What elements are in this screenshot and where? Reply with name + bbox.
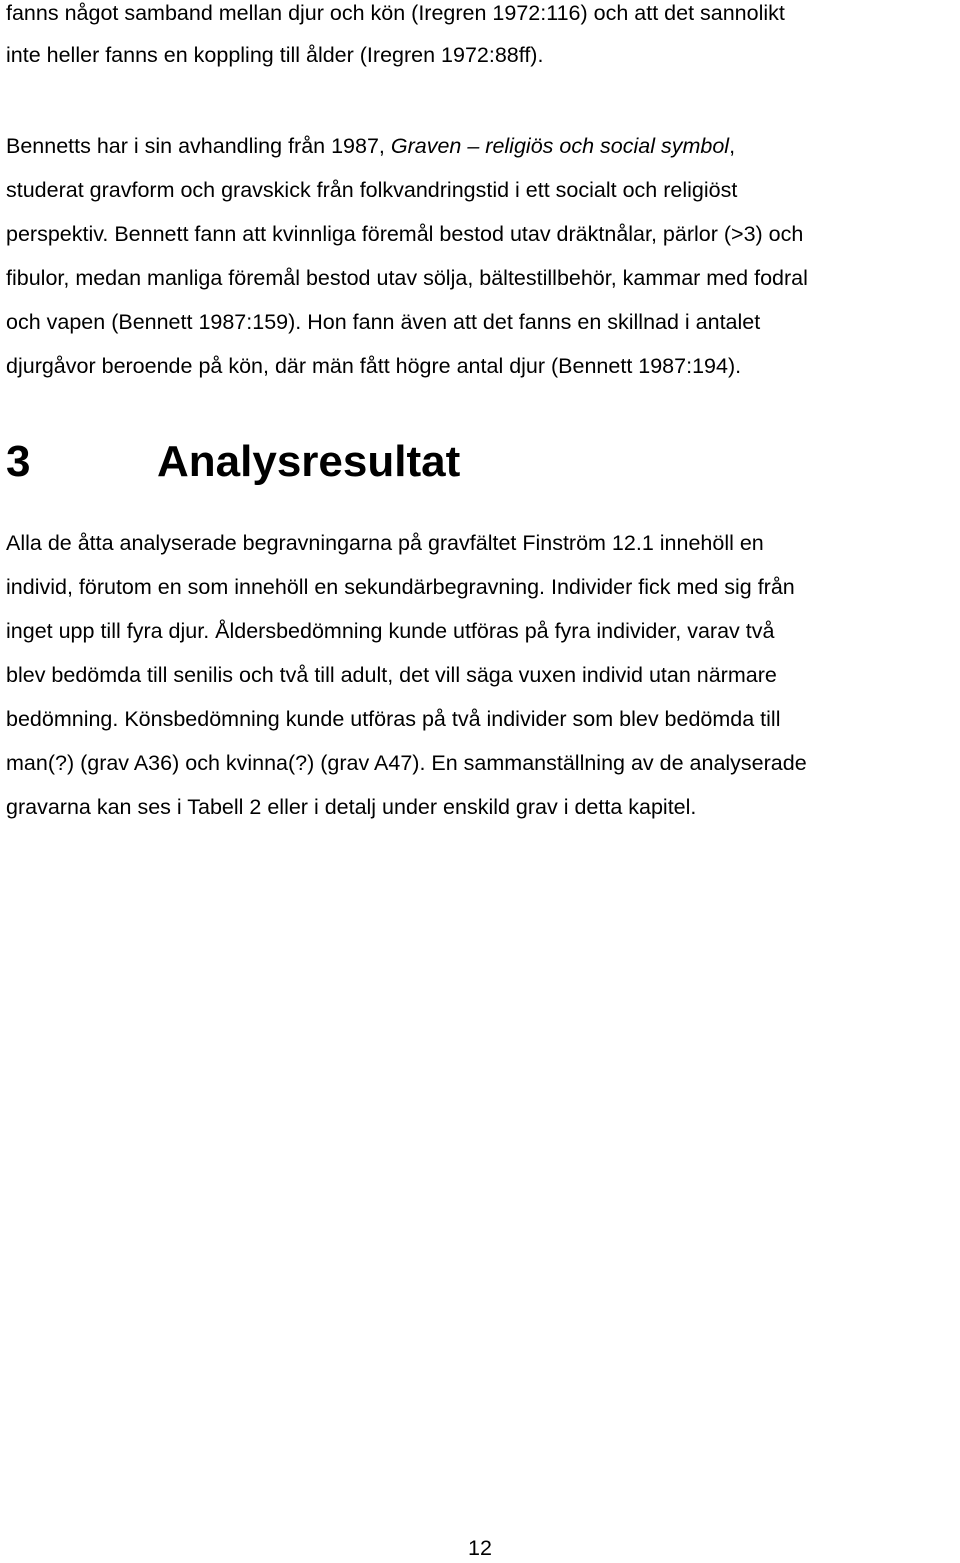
text-segment: Bennetts har i sin avhandling från 1987, bbox=[6, 134, 391, 158]
paragraph-iregren bbox=[6, 0, 958, 76]
book-title: Graven – religiös och social symbol bbox=[390, 134, 730, 158]
text-line: individ, förutom en som innehöll en sekundärbegravning. Individer fick med sig från bbox=[6, 575, 795, 599]
text-line: fibulor, medan manliga föremål bestod utav sölja, bältestillbehör, kammar med fodral bbox=[6, 266, 808, 290]
section-heading bbox=[6, 432, 460, 492]
text-line: inte heller fanns en koppling till ålder (Iregren 1972:88ff). bbox=[6, 43, 544, 67]
text-line: perspektiv. Bennett fann att kvinnliga föremål bestod utav dräktnålar, pärlor (>3) och bbox=[6, 222, 804, 246]
text-line: blev bedömda till senilis och två till adult, det vill säga vuxen individ utan närmare bbox=[6, 663, 777, 687]
text-line: studerat gravform och gravskick från folkvandringstid i ett socialt och religiöst bbox=[6, 178, 738, 202]
text-segment: , bbox=[729, 134, 736, 158]
text-line: gravarna kan ses i Tabell 2 eller i detalj under enskild grav i detta kapitel. bbox=[6, 795, 697, 819]
text-line: Alla de åtta analyserade begravningarna på gravfältet Finström 12.1 innehöll en bbox=[6, 531, 764, 555]
text-line: fanns något samband mellan djur och kön (Iregren 1972:116) och att det sannolikt bbox=[6, 1, 785, 25]
text-line bbox=[6, 124, 958, 168]
text-line: djurgåvor beroende på kön, där män fått högre antal djur (Bennett 1987:194). bbox=[6, 354, 742, 378]
text-line: bedömning. Könsbedömning kunde utföras på två individer som blev bedömda till bbox=[6, 707, 781, 731]
text-line: och vapen (Bennett 1987:159). Hon fann även att det fanns en skillnad i antalet bbox=[6, 310, 761, 334]
section-number: 3 bbox=[6, 437, 31, 486]
paragraph-bennett bbox=[6, 124, 958, 388]
page-number: 12 bbox=[468, 1536, 492, 1560]
paragraph-analysis bbox=[6, 521, 958, 829]
text-line: man(?) (grav A36) och kvinna(?) (grav A47). En sammanställning av de analyserade bbox=[6, 751, 807, 775]
text-line: inget upp till fyra djur. Åldersbedömning kunde utföras på fyra individer, varav två bbox=[6, 619, 775, 643]
section-title: Analysresultat bbox=[157, 437, 461, 486]
